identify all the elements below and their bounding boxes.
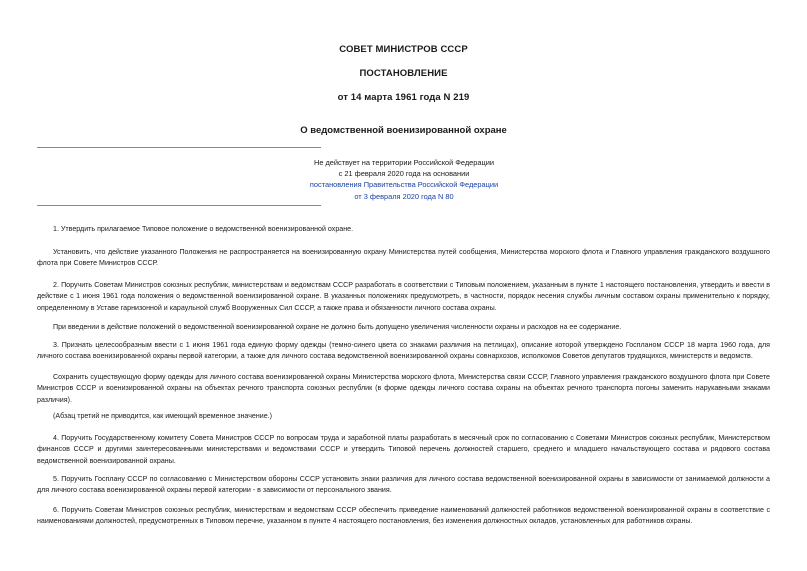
notice-link-line-1[interactable]: постановления Правительства Российской Федерации bbox=[309, 180, 499, 190]
document-subject: О ведомственной военизированной охране bbox=[300, 125, 507, 136]
paragraph-6: Сохранить существующую форму одежды для личного состава военизированной охраны Министерства морского флота, Министерства связи СССР, Главного управления гражданского воздушного флота при Совете Министров СССР и военизированной охраны на объектах речного транспорта союзных республик (в форме одежды личного состава охраны на объектах речного транспорта погоны заменить нарукавными знаками различия). bbox=[37, 373, 770, 404]
paragraph-5: 3. Признать целесообразным ввести с 1 июня 1961 года единую форму одежды (темно-синего цвета со знаками различия на петлицах), описание которой утверждено Госпланом СССР 18 марта 1960 года, для личного состава военизированной охраны первой категории, а также для личного состава ведомственной военизированной охраны совнархозов, исполкомов Советов депутатов трудящихся, министерств и ведомств. bbox=[37, 341, 770, 361]
notice-line-1: Не действует на территории Российской Федерации bbox=[313, 158, 494, 167]
paragraph-8: 4. Поручить Государственному комитету Совета Министров СССР по вопросам труда и заработной платы разработать в месячный срок по согласованию с Советами Министров союзных республик, Министерством финансов СССР и другими заинтересованными министерствами и ведомствами СССР и утвердить Типовой перечень должностей старшего, среднего и младшего начальствующего состава и рядового состава ведомственной военизированной охраны. bbox=[37, 434, 770, 465]
document-date-number: от 14 марта 1961 года N 219 bbox=[337, 92, 470, 103]
status-notice bbox=[290, 157, 518, 202]
paragraph-10: 6. Поручить Советам Министров союзных республик, министерствам и ведомствам СССР обеспечить приведение наименований должностей работников ведомственной военизированной охраны в соответствие с наименованиями должностей, предусмотренных в Типовом перечне, указанном в пункте 4 настоящего постановления, без изменения должностных окладов, установленных для работников охраны. bbox=[37, 506, 770, 526]
paragraph-9: 5. Поручить Госплану СССР по согласованию с Министерством обороны СССР установить знаки различия для личного состава ведомственной военизированной охраны в зависимости от занимаемой должности а для личного состава военизированной охраны первой категории - в зависимости от персонального звания. bbox=[37, 475, 770, 495]
paragraph-4: При введении в действие положений о ведомственной военизированной охране не должно быть допущено увеличения численности охраны и расходов на ее содержание. bbox=[53, 323, 622, 331]
paragraph-7: (Абзац третий не приводится, как имеющий временное значение.) bbox=[53, 412, 272, 420]
bottom-divider bbox=[37, 205, 321, 206]
document-type: ПОСТАНОВЛЕНИЕ bbox=[359, 68, 448, 79]
notice-line-2: с 21 февраля 2020 года на основании bbox=[338, 169, 470, 179]
paragraph-1: 1. Утвердить прилагаемое Типовое положение о ведомственной военизированной охране. bbox=[53, 225, 354, 233]
top-divider bbox=[37, 147, 321, 148]
paragraph-2: Установить, что действие указанного Положения не распространяется на военизированную охрану Министерства путей сообщения, Министерства морского флота и Главного управления гражданского воздушного флота при Совете Министров СССР. bbox=[37, 248, 770, 268]
paragraph-3: 2. Поручить Советам Министров союзных республик, министерствам и ведомствам СССР разработать в соответствии с Типовым положением, указанным в пункте 1 настоящего постановления, утвердить и ввести в действие с 1 июня 1961 года положения о ведомственной военизированной охране. В указанных положениях предусмотреть, в частности, порядок несения службы личным составом охраны применительно к порядку, определенному в Уставе гарнизонной и караульной служб Вооруженных Сил СССР, а также права и обязанности личного состава охраны. bbox=[37, 281, 770, 312]
issuing-authority: СОВЕТ МИНИСТРОВ СССР bbox=[339, 44, 468, 55]
notice-link-line-2[interactable]: от 3 февраля 2020 года N 80 bbox=[354, 191, 454, 201]
